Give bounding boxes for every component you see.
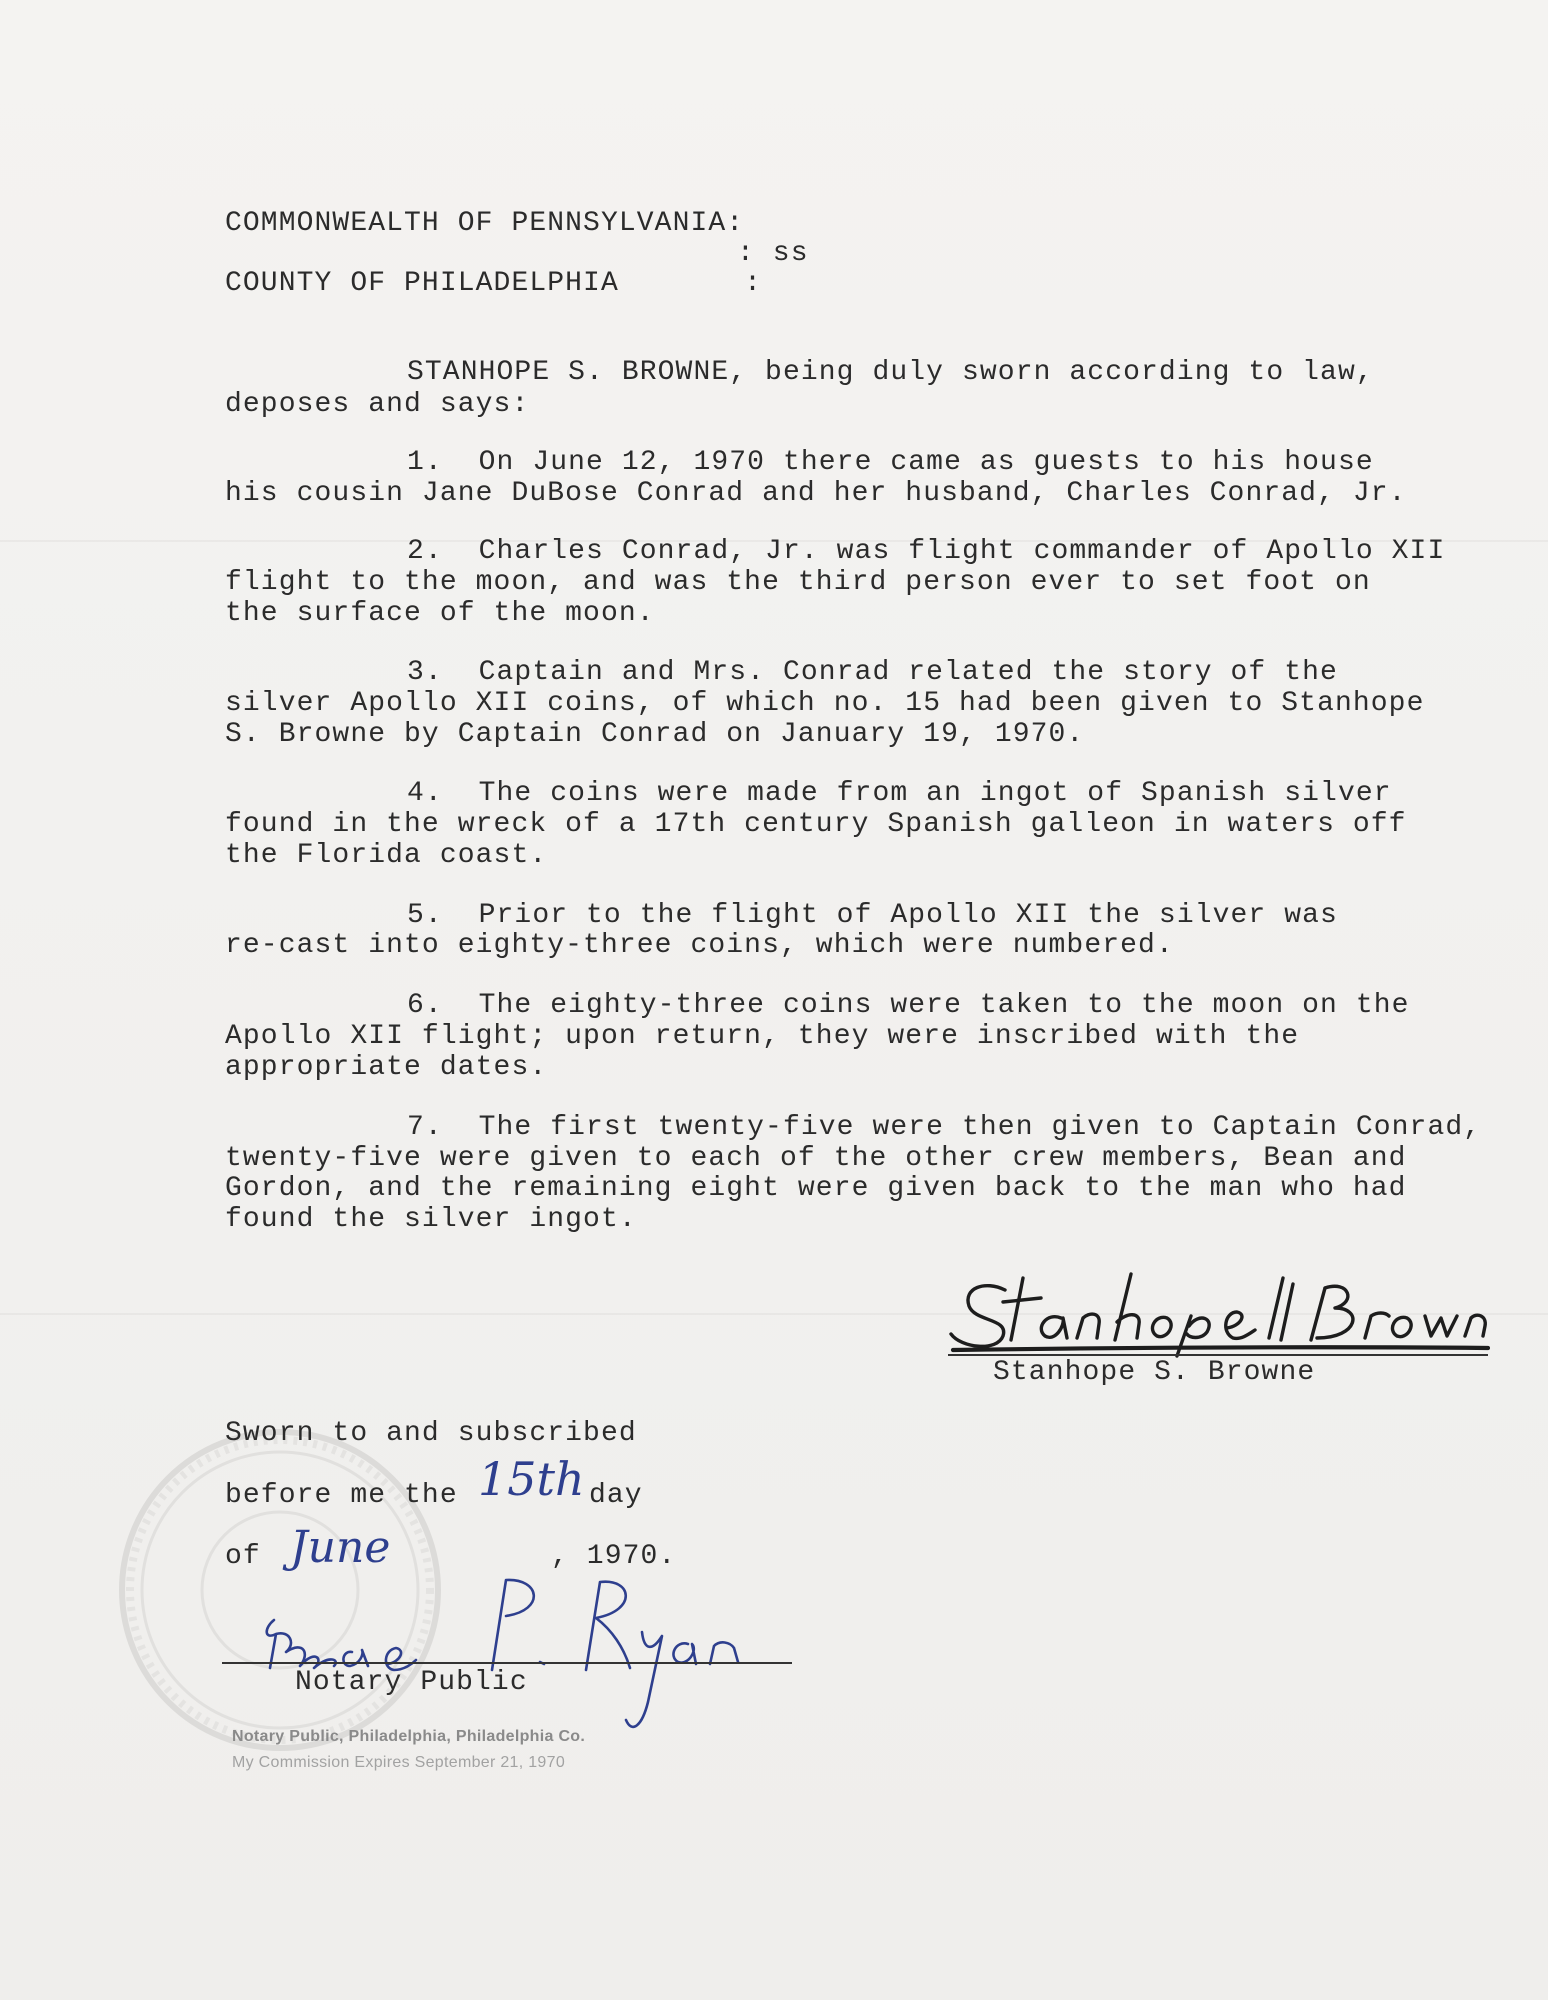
- paragraph-2-line-1: 2. Charles Conrad, Jr. was flight commander of Apollo XII: [407, 536, 1446, 567]
- paragraph-3-line-1: 3. Captain and Mrs. Conrad related the story of the: [407, 657, 1338, 688]
- venue-county: COUNTY OF PHILADELPHIA :: [225, 268, 763, 299]
- paragraph-3-line-2: silver Apollo XII coins, of which no. 15 had been given to Stanhope: [225, 688, 1425, 719]
- paragraph-5-line-1: 5. Prior to the flight of Apollo XII the silver was: [407, 900, 1338, 931]
- jurat-day-label: day: [589, 1480, 643, 1511]
- paragraph-7-line-1: 7. The first twenty-five were then given to Captain Conrad,: [407, 1112, 1482, 1143]
- venue-ss: : ss: [737, 238, 809, 269]
- paragraph-6-line-2: Apollo XII flight; upon return, they were inscribed with the: [225, 1021, 1300, 1052]
- paragraph-7-line-2: twenty-five were given to each of the other crew members, Bean and: [225, 1143, 1407, 1174]
- notary-stamp-line-2: My Commission Expires September 21, 1970: [232, 1754, 566, 1771]
- affiant-signature: [945, 1268, 1490, 1358]
- notary-signature-line: [222, 1662, 792, 1664]
- jurat-of: of: [225, 1541, 261, 1572]
- jurat-before-me: before me the: [225, 1480, 458, 1511]
- paragraph-2-line-2: flight to the moon, and was the third person ever to set foot on: [225, 567, 1371, 598]
- paragraph-1-line-2: his cousin Jane DuBose Conrad and her husband, Charles Conrad, Jr.: [225, 478, 1407, 509]
- paragraph-3-line-3: S. Browne by Captain Conrad on January 19, 1970.: [225, 719, 1085, 750]
- jurat-line-1: Sworn to and subscribed: [225, 1418, 637, 1449]
- paragraph-6-line-3: appropriate dates.: [225, 1052, 548, 1083]
- paragraph-1-line-1: 1. On June 12, 1970 there came as guests to his house: [407, 447, 1374, 478]
- notary-stamp-line-1: Notary Public, Philadelphia, Philadelphia Co.: [232, 1728, 586, 1745]
- paragraph-4-line-3: the Florida coast.: [225, 840, 548, 871]
- paragraph-4-line-2: found in the wreck of a 17th century Spanish galleon in waters off: [225, 809, 1407, 840]
- affiant-signature-line: [948, 1354, 1488, 1356]
- venue-state: COMMONWEALTH OF PENNSYLVANIA:: [225, 208, 745, 239]
- notary-signature: [240, 1570, 740, 1740]
- jurat-month-handwritten: June: [290, 1522, 391, 1573]
- notary-label: Notary Public: [295, 1667, 528, 1698]
- paragraph-7-line-4: found the silver ingot.: [225, 1204, 637, 1235]
- affiant-printed-name: Stanhope S. Browne: [993, 1357, 1316, 1388]
- intro-line-2: deposes and says:: [225, 389, 530, 420]
- paragraph-5-line-2: re-cast into eighty-three coins, which were numbered.: [225, 930, 1174, 961]
- paragraph-4-line-1: 4. The coins were made from an ingot of Spanish silver: [407, 778, 1392, 809]
- paragraph-6-line-1: 6. The eighty-three coins were taken to the moon on the: [407, 990, 1410, 1021]
- jurat-day-handwritten: 15th: [478, 1452, 585, 1506]
- jurat-year: , 1970.: [551, 1541, 677, 1572]
- paragraph-7-line-3: Gordon, and the remaining eight were given back to the man who had: [225, 1173, 1407, 1204]
- paragraph-2-line-3: the surface of the moon.: [225, 598, 655, 629]
- intro-line-1: STANHOPE S. BROWNE, being duly sworn according to law,: [407, 357, 1374, 388]
